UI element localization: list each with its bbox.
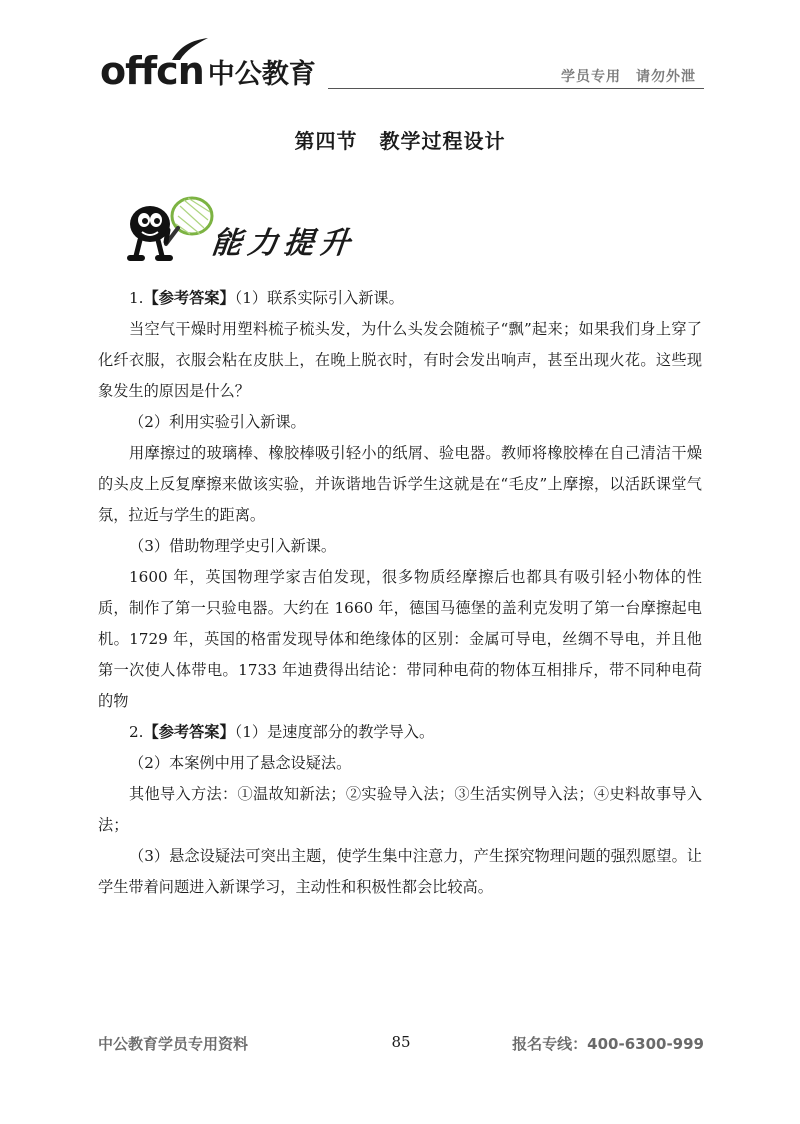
answer-1-heading xyxy=(98,283,702,314)
logo-latin-text: offcn xyxy=(100,49,204,93)
page-footer xyxy=(98,1033,704,1057)
answer-2-heading xyxy=(98,717,702,748)
header-divider xyxy=(328,88,704,89)
section-heading: 教学过程设计 xyxy=(379,129,506,153)
answer-2-item: （1）是速度部分的教学导入。 xyxy=(234,723,435,741)
paragraph-conclusion: （3）悬念设疑法可突出主题，使学生集中注意力，产生探究物理问题的强烈愿望。让学生带着问题进入新课学习，主动性和积极性都会比较高。 xyxy=(98,847,702,896)
ability-badge xyxy=(120,190,360,270)
paragraph-static-example: 当空气干燥时用塑料梳子梳头发，为什么头发会随梳子“飘”起来；如果我们身上穿了化纤衣服，衣服会粘在皮肤上，在晚上脱衣时，有时会发出响声，甚至出现火花。这些现象发生的原因是什么？ xyxy=(98,320,702,400)
section-title xyxy=(0,125,800,154)
badge-label: 能力提升 xyxy=(209,226,358,261)
answer-2-number: 2. xyxy=(129,723,144,741)
page-number: 85 xyxy=(391,1033,411,1051)
section-number: 第四节 xyxy=(294,129,358,153)
mascot-tennis-icon xyxy=(120,190,220,270)
answer-1-key: 【参考答案】 xyxy=(143,289,235,307)
footer-left: 中公教育学员专用资料 xyxy=(98,1035,249,1053)
paragraph-history: 1600 年，英国物理学家吉伯发现，很多物质经摩擦后也都具有吸引轻小物体的性质，制作了第一只验电器。大约在 1660 年，德国马德堡的盖利克发明了第一台摩擦起电机。1729 年，英国的格雷发现导体和绝缘体的区别：金属可导电，丝绸不导电，并且他第一次使人体带电。1733 年迪费得出结论：带同种电荷的物体互相排斥，带不同种电荷的物 xyxy=(98,568,702,710)
paragraph-other-methods: 其他导入方法：①温故知新法；②实验导入法；③生活实例导入法；④史料故事导入法； xyxy=(98,785,702,834)
page-header xyxy=(100,38,704,92)
paragraph-item-2: （2）利用实验引入新课。 xyxy=(129,413,306,431)
logo-cn-text: 中公教育 xyxy=(207,59,316,90)
answer-1-number: 1. xyxy=(129,289,144,307)
footer-hotline: 报名专线：400-6300-999 xyxy=(512,1035,704,1053)
header-notice: 学员专用 请勿外泄 xyxy=(561,69,696,85)
paragraph-experiment: 用摩擦过的玻璃棒、橡胶棒吸引轻小的纸屑、验电器。教师将橡胶棒在自己清洁干燥的头皮上反复摩擦来做该实验，并诙谐地告诉学生这就是在“毛皮”上摩擦，以活跃课堂气氛，拉近与学生的距离。 xyxy=(98,444,702,524)
paragraph-method: （2）本案例中用了悬念设疑法。 xyxy=(129,754,352,772)
paragraph-item-3: （3）借助物理学史引入新课。 xyxy=(129,537,337,555)
answer-1-item: （1）联系实际引入新课。 xyxy=(234,289,404,307)
logo-swoosh-icon xyxy=(170,36,210,62)
answer-2-key: 【参考答案】 xyxy=(143,723,235,741)
answer-content xyxy=(98,283,702,903)
